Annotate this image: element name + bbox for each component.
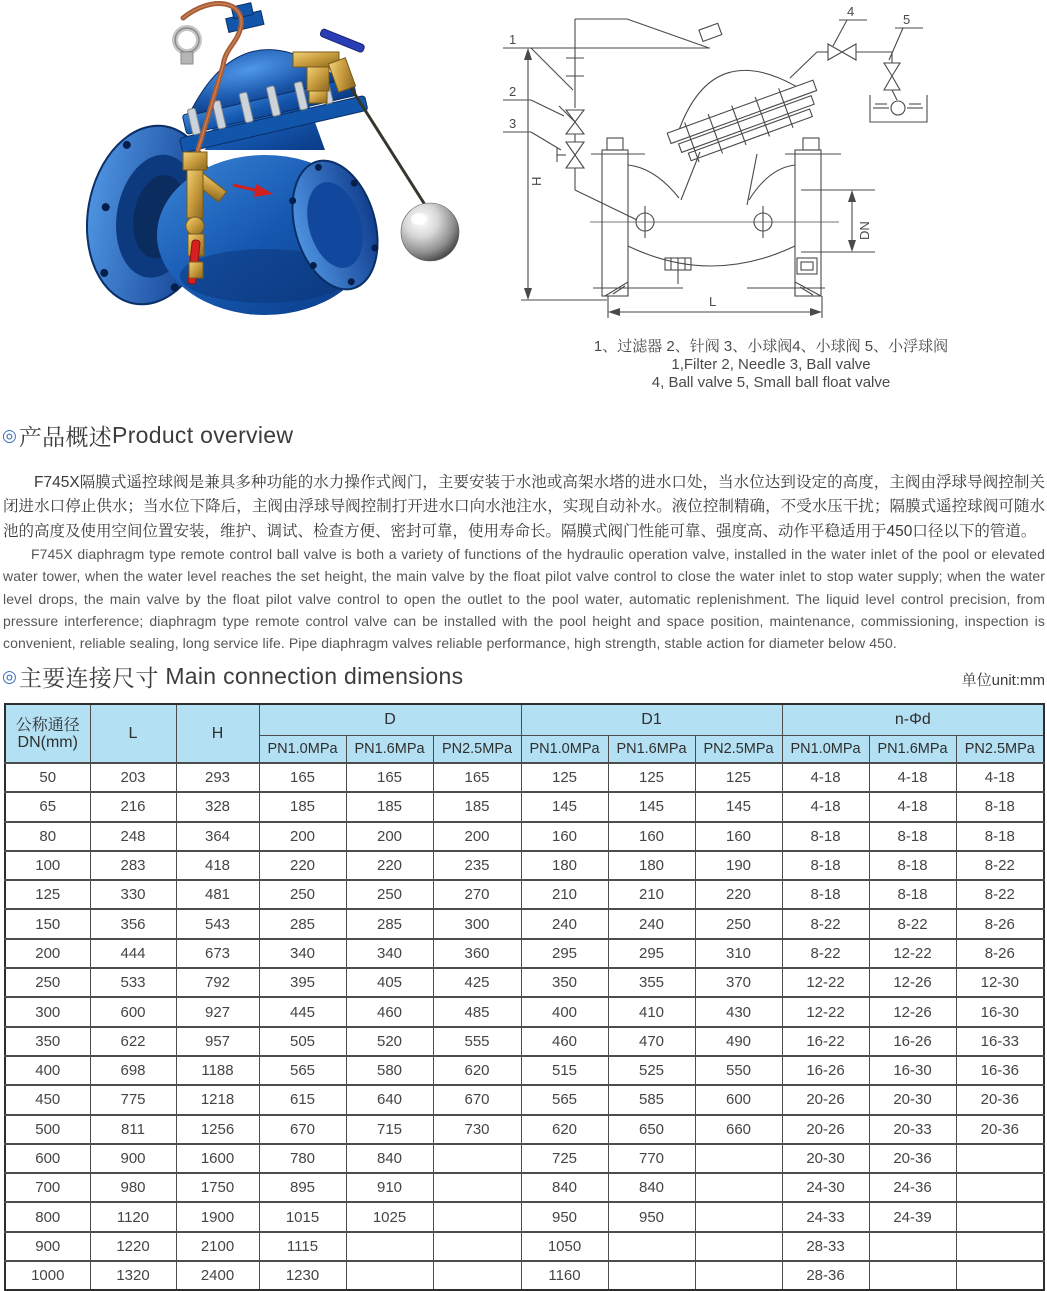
table-cell: 8-18: [956, 822, 1044, 851]
table-cell: [433, 1232, 521, 1261]
diagram-valve-body: [590, 138, 841, 296]
table-cell: 460: [521, 1027, 608, 1056]
table-row: [5, 1202, 1044, 1231]
col-header-l: L: [90, 704, 176, 763]
table-cell: 8-18: [782, 880, 869, 909]
photo-blue-handle: [320, 28, 366, 53]
table-cell: 543: [176, 909, 259, 938]
table-row: [5, 1232, 1044, 1261]
table-row: [5, 792, 1044, 821]
table-cell: 1115: [259, 1232, 346, 1261]
table-cell: 180: [608, 851, 695, 880]
table-cell: 235: [433, 851, 521, 880]
table-cell: 650: [608, 1115, 695, 1144]
table-cell: 1600: [176, 1144, 259, 1173]
dimensions-table: [4, 703, 1045, 1291]
table-row: [5, 763, 1044, 792]
table-cell: [695, 1232, 782, 1261]
table-cell: [608, 1261, 695, 1290]
table-cell: 698: [90, 1056, 176, 1085]
table-cell: 185: [259, 792, 346, 821]
table-cell: 328: [176, 792, 259, 821]
table-cell: 1000: [5, 1261, 90, 1290]
caption-line-en2: 4, Ball valve 5, Small ball float valve: [651, 374, 891, 391]
table-cell: 1120: [90, 1202, 176, 1231]
part-label-1: 1: [509, 32, 517, 47]
table-cell: 350: [5, 1027, 90, 1056]
overview-paragraph-en: F745X diaphragm type remote control ball valve is both a variety of functions of the hydraulic operation valve, installed in the water inlet of the pool or elevated water tower, when the water level reaches the set height, the main valve by the float pilot valve control to close the water inlet to stop water supply; when the water level drops, the main valve by the float pilot valve control to open the outlet to the pool water, automatic replenishment. The liquid level control precision, from pressure interference; diaphragm type remote control valve can be installed with the pool height and space position, maintenance, commissioning, inspection is convenient, reliable sealing, long service life. Pipe diaphragm valves reliable performance, high strength, stable action for diameter below 450.: [3, 546, 1045, 652]
table-cell: 350: [521, 968, 608, 997]
table-cell: 8-18: [782, 851, 869, 880]
table-cell: 775: [90, 1085, 176, 1114]
table-cell: 1220: [90, 1232, 176, 1261]
table-cell: 418: [176, 851, 259, 880]
table-cell: 580: [346, 1056, 433, 1085]
col-header-pn10: PN1.0MPa: [782, 736, 869, 764]
diagram-actuator: [638, 0, 826, 169]
pilot-line-left: [557, 19, 709, 220]
table-cell: 20-33: [869, 1115, 956, 1144]
table-cell: [956, 1173, 1044, 1202]
table-cell: 20-36: [956, 1115, 1044, 1144]
table-cell: 900: [90, 1144, 176, 1173]
table-cell: 8-18: [869, 822, 956, 851]
table-cell: 364: [176, 822, 259, 851]
technical-diagram: [495, 0, 1047, 332]
table-cell: 300: [5, 997, 90, 1026]
table-cell: 470: [608, 1027, 695, 1056]
table-cell: 950: [608, 1202, 695, 1231]
table-cell: 395: [259, 968, 346, 997]
table-cell: 340: [346, 939, 433, 968]
table-cell: 24-33: [782, 1202, 869, 1231]
table-cell: 565: [521, 1085, 608, 1114]
table-cell: 840: [346, 1144, 433, 1173]
table-cell: 250: [259, 880, 346, 909]
table-cell: 550: [695, 1056, 782, 1085]
overview-paragraph-zh: F745X隔膜式遥控球阀是兼具多种功能的水力操作式阀门，主要安装于水池或高架水塔的进水口处，当水位达到设定的高度，主阀由浮球导阀控制关闭进水口停止供水；当水位下降后，主阀由浮球导阀控制打开进水口向水池注水，实现自动补水。液位控制精确，不受水压干扰；隔膜式遥控球阀可随水池的高度及使用空间位置安装，维护、调试、检查方便、密封可靠，使用寿命长。隔膜式阀门性能可靠、强度高、动作平稳适用于450口径以下的管道。: [3, 473, 1045, 540]
table-cell: 555: [433, 1027, 521, 1056]
table-cell: 356: [90, 909, 176, 938]
part-label-5: 5: [903, 12, 911, 27]
table-cell: 24-36: [869, 1173, 956, 1202]
table-cell: 673: [176, 939, 259, 968]
table-cell: 240: [521, 909, 608, 938]
table-cell: 1900: [176, 1202, 259, 1231]
table-cell: 20-30: [782, 1144, 869, 1173]
table-cell: 145: [521, 792, 608, 821]
table-cell: 8-22: [956, 851, 1044, 880]
table-cell: 8-18: [782, 822, 869, 851]
table-cell: 370: [695, 968, 782, 997]
table-cell: 525: [608, 1056, 695, 1085]
col-header-pn25: PN2.5MPa: [956, 736, 1044, 764]
table-cell: 405: [346, 968, 433, 997]
table-cell: [346, 1261, 433, 1290]
col-header-h: H: [176, 704, 259, 763]
table-cell: 1188: [176, 1056, 259, 1085]
table-row: [5, 1144, 1044, 1173]
table-cell: 24-39: [869, 1202, 956, 1231]
table-cell: 220: [346, 851, 433, 880]
table-cell: 220: [259, 851, 346, 880]
table-cell: 8-22: [782, 939, 869, 968]
table-cell: 125: [695, 763, 782, 792]
table-cell: 300: [433, 909, 521, 938]
table-row: [5, 909, 1044, 938]
table-cell: 410: [608, 997, 695, 1026]
table-cell: 190: [695, 851, 782, 880]
table-cell: 125: [521, 763, 608, 792]
col-group-nd: n-Φd: [782, 704, 1044, 736]
table-cell: 8-26: [956, 909, 1044, 938]
table-cell: 216: [90, 792, 176, 821]
table-cell: 8-22: [782, 909, 869, 938]
table-cell: 8-18: [869, 880, 956, 909]
table-cell: 295: [521, 939, 608, 968]
table-cell: 16-36: [956, 1056, 1044, 1085]
photo-float-ball: [401, 203, 459, 261]
table-cell: 20-26: [782, 1085, 869, 1114]
table-cell: 600: [695, 1085, 782, 1114]
table-row: [5, 1085, 1044, 1114]
table-row: [5, 1261, 1044, 1290]
product-photo: [95, 0, 480, 312]
table-cell: 840: [608, 1173, 695, 1202]
table-cell: 505: [259, 1027, 346, 1056]
table-cell: 1256: [176, 1115, 259, 1144]
table-cell: 8-22: [869, 909, 956, 938]
table-cell: 12-30: [956, 968, 1044, 997]
table-cell: 450: [5, 1085, 90, 1114]
table-cell: 200: [5, 939, 90, 968]
table-cell: 600: [90, 997, 176, 1026]
table-cell: 811: [90, 1115, 176, 1144]
table-cell: 780: [259, 1144, 346, 1173]
part-label-4: 4: [847, 4, 855, 19]
table-row: [5, 822, 1044, 851]
table-cell: 900: [5, 1232, 90, 1261]
dimensions-title-en: Main connection dimensions: [158, 663, 464, 689]
table-row: [5, 880, 1044, 909]
table-row: [5, 1027, 1044, 1056]
col-group-d: D: [259, 704, 521, 736]
table-cell: 355: [608, 968, 695, 997]
table-cell: 283: [90, 851, 176, 880]
col-header-pn25: PN2.5MPa: [433, 736, 521, 764]
col-header-pn10: PN1.0MPa: [521, 736, 608, 764]
table-cell: 16-22: [782, 1027, 869, 1056]
table-cell: 220: [695, 880, 782, 909]
table-cell: [956, 1202, 1044, 1231]
diagram-caption: [495, 337, 1047, 392]
table-cell: 4-18: [869, 763, 956, 792]
table-cell: 2400: [176, 1261, 259, 1290]
table-cell: 293: [176, 763, 259, 792]
table-cell: [433, 1202, 521, 1231]
table-cell: 980: [90, 1173, 176, 1202]
table-cell: [608, 1232, 695, 1261]
table-cell: 910: [346, 1173, 433, 1202]
table-cell: 165: [259, 763, 346, 792]
table-cell: [695, 1202, 782, 1231]
table-cell: 485: [433, 997, 521, 1026]
table-cell: [956, 1261, 1044, 1290]
table-cell: 165: [433, 763, 521, 792]
col-header-pn16: PN1.6MPa: [869, 736, 956, 764]
unit-label: 单位unit:mm: [961, 672, 1045, 689]
table-cell: 400: [521, 997, 608, 1026]
table-cell: 100: [5, 851, 90, 880]
table-cell: [956, 1232, 1044, 1261]
table-cell: [695, 1173, 782, 1202]
table-row: [5, 997, 1044, 1026]
dimension-l: [608, 294, 822, 318]
table-cell: 950: [521, 1202, 608, 1231]
table-cell: 12-22: [782, 968, 869, 997]
table-cell: 12-26: [869, 997, 956, 1026]
table-cell: 65: [5, 792, 90, 821]
table-cell: 1160: [521, 1261, 608, 1290]
table-cell: 28-36: [782, 1261, 869, 1290]
table-cell: 50: [5, 763, 90, 792]
table-cell: 12-26: [869, 968, 956, 997]
table-row: [5, 1056, 1044, 1085]
table-cell: 20-26: [782, 1115, 869, 1144]
table-row: [5, 1173, 1044, 1202]
table-cell: [346, 1232, 433, 1261]
table-cell: 8-18: [869, 851, 956, 880]
table-cell: 20-30: [869, 1085, 956, 1114]
table-cell: [869, 1261, 956, 1290]
table-cell: [433, 1261, 521, 1290]
table-cell: 445: [259, 997, 346, 1026]
table-cell: 1015: [259, 1202, 346, 1231]
table-cell: 700: [5, 1173, 90, 1202]
table-cell: 660: [695, 1115, 782, 1144]
table-cell: 460: [346, 997, 433, 1026]
table-cell: 4-18: [782, 763, 869, 792]
table-cell: 295: [608, 939, 695, 968]
diagram-float-ball: [891, 101, 905, 115]
table-cell: 1025: [346, 1202, 433, 1231]
part-label-3: 3: [509, 116, 517, 131]
table-cell: 185: [433, 792, 521, 821]
table-cell: 8-18: [956, 792, 1044, 821]
table-cell: 210: [521, 880, 608, 909]
table-cell: 20-36: [869, 1144, 956, 1173]
dimensions-heading: [2, 660, 463, 693]
table-cell: 622: [90, 1027, 176, 1056]
table-cell: [956, 1144, 1044, 1173]
table-cell: 444: [90, 939, 176, 968]
col-header-dn: 公称通径 DN(mm): [5, 704, 90, 763]
table-cell: 4-18: [782, 792, 869, 821]
dimensions-title-zh: 主要连接尺寸: [18, 665, 159, 691]
table-cell: 16-26: [869, 1027, 956, 1056]
table-cell: 620: [433, 1056, 521, 1085]
table-row: [5, 939, 1044, 968]
dimension-label-h: H: [529, 176, 544, 186]
table-cell: 425: [433, 968, 521, 997]
table-cell: [869, 1232, 956, 1261]
table-cell: 725: [521, 1144, 608, 1173]
photo-eye-bolt: [175, 28, 199, 64]
caption-line-zh: 1、过滤器 2、针阀 3、小球阀4、小球阀 5、小浮球阀: [593, 338, 949, 355]
table-cell: 125: [5, 880, 90, 909]
table-cell: 840: [521, 1173, 608, 1202]
table-cell: 250: [695, 909, 782, 938]
table-cell: 24-30: [782, 1173, 869, 1202]
table-cell: 145: [695, 792, 782, 821]
table-cell: 240: [608, 909, 695, 938]
table-cell: 490: [695, 1027, 782, 1056]
table-cell: 481: [176, 880, 259, 909]
table-cell: 715: [346, 1115, 433, 1144]
table-cell: [695, 1261, 782, 1290]
table-cell: 12-22: [869, 939, 956, 968]
table-cell: 927: [176, 997, 259, 1026]
part-label-2: 2: [509, 84, 517, 99]
table-cell: 16-26: [782, 1056, 869, 1085]
table-cell: 895: [259, 1173, 346, 1202]
table-cell: 160: [608, 822, 695, 851]
table-cell: 500: [5, 1115, 90, 1144]
table-cell: 160: [521, 822, 608, 851]
table-cell: 640: [346, 1085, 433, 1114]
col-group-d1: D1: [521, 704, 782, 736]
table-cell: 430: [695, 997, 782, 1026]
table-cell: 1230: [259, 1261, 346, 1290]
table-cell: 16-30: [956, 997, 1044, 1026]
table-cell: 12-22: [782, 997, 869, 1026]
col-header-pn25: PN2.5MPa: [695, 736, 782, 764]
table-cell: 210: [608, 880, 695, 909]
table-cell: 4-18: [869, 792, 956, 821]
table-cell: 1050: [521, 1232, 608, 1261]
table-cell: 285: [259, 909, 346, 938]
table-cell: 515: [521, 1056, 608, 1085]
table-cell: 400: [5, 1056, 90, 1085]
table-cell: 20-36: [956, 1085, 1044, 1114]
table-cell: 533: [90, 968, 176, 997]
table-cell: 145: [608, 792, 695, 821]
table-cell: 250: [346, 880, 433, 909]
table-cell: 150: [5, 909, 90, 938]
table-cell: 8-22: [956, 880, 1044, 909]
col-header-pn16: PN1.6MPa: [346, 736, 433, 764]
table-row: [5, 851, 1044, 880]
table-cell: 792: [176, 968, 259, 997]
dimension-label-dn: DN: [857, 221, 872, 240]
table-cell: [433, 1144, 521, 1173]
table-cell: 250: [5, 968, 90, 997]
caption-line-en1: 1,Filter 2, Needle 3, Ball valve: [671, 356, 871, 373]
table-cell: 565: [259, 1056, 346, 1085]
dimension-label-l: L: [709, 294, 717, 309]
table-cell: [433, 1173, 521, 1202]
table-cell: 8-26: [956, 939, 1044, 968]
table-cell: 1320: [90, 1261, 176, 1290]
overview-title-en: Product overview: [112, 422, 294, 448]
table-cell: 28-33: [782, 1232, 869, 1261]
table-cell: 615: [259, 1085, 346, 1114]
table-cell: 770: [608, 1144, 695, 1173]
table-cell: 200: [259, 822, 346, 851]
table-cell: 16-30: [869, 1056, 956, 1085]
table-cell: 203: [90, 763, 176, 792]
table-cell: 185: [346, 792, 433, 821]
table-cell: 330: [90, 880, 176, 909]
dimension-h: [521, 48, 710, 300]
table-cell: 957: [176, 1027, 259, 1056]
table-cell: 670: [433, 1085, 521, 1114]
table-cell: 340: [259, 939, 346, 968]
overview-heading: [2, 419, 293, 452]
table-cell: 730: [433, 1115, 521, 1144]
table-cell: 520: [346, 1027, 433, 1056]
table-cell: 1218: [176, 1085, 259, 1114]
section-marker-icon: ◎: [2, 667, 17, 686]
table-cell: 125: [608, 763, 695, 792]
table-cell: 16-33: [956, 1027, 1044, 1056]
col-header-pn10: PN1.0MPa: [259, 736, 346, 764]
table-cell: 800: [5, 1202, 90, 1231]
table-cell: 165: [346, 763, 433, 792]
table-cell: 2100: [176, 1232, 259, 1261]
table-cell: 80: [5, 822, 90, 851]
section-marker-icon: ◎: [2, 426, 17, 445]
dimension-dn: [801, 190, 875, 252]
table-cell: 1750: [176, 1173, 259, 1202]
table-cell: 4-18: [956, 763, 1044, 792]
table-cell: 285: [346, 909, 433, 938]
table-cell: 600: [5, 1144, 90, 1173]
overview-title-zh: 产品概述: [18, 424, 113, 450]
table-cell: 180: [521, 851, 608, 880]
table-row: [5, 968, 1044, 997]
table-cell: 270: [433, 880, 521, 909]
dimensions-table-body: [5, 763, 1044, 1290]
table-cell: 248: [90, 822, 176, 851]
table-row: [5, 1115, 1044, 1144]
table-cell: 160: [695, 822, 782, 851]
table-cell: 310: [695, 939, 782, 968]
col-header-pn16: PN1.6MPa: [608, 736, 695, 764]
table-cell: 360: [433, 939, 521, 968]
table-cell: 200: [346, 822, 433, 851]
table-cell: 670: [259, 1115, 346, 1144]
table-cell: 620: [521, 1115, 608, 1144]
table-cell: 200: [433, 822, 521, 851]
table-cell: [695, 1144, 782, 1173]
table-cell: 585: [608, 1085, 695, 1114]
